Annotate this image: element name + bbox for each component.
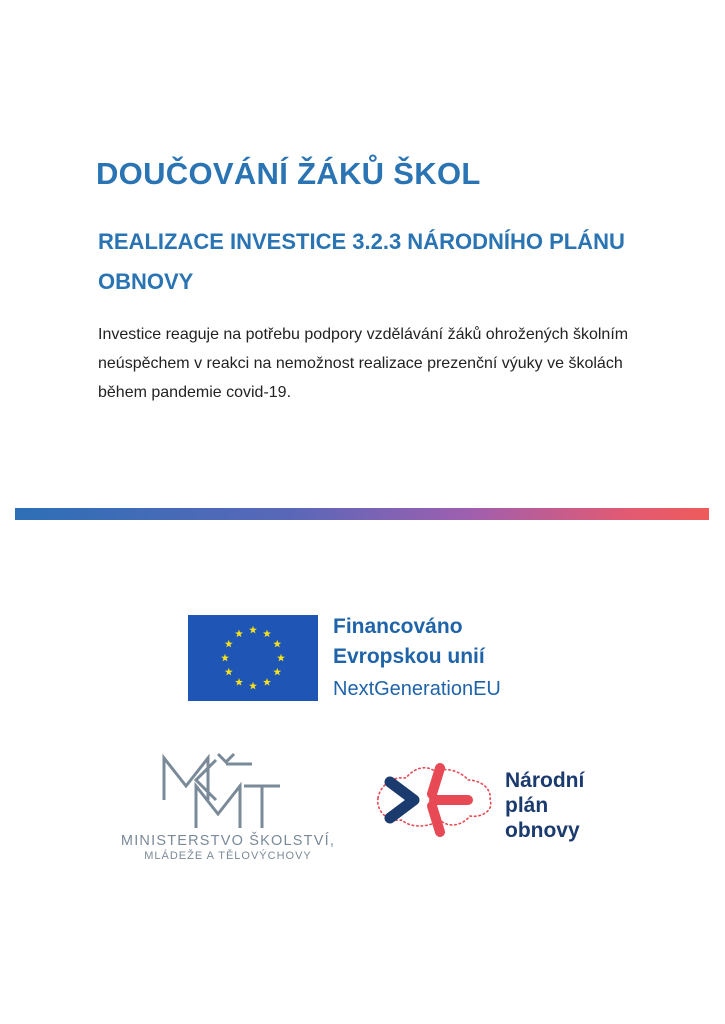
page-title: DOUČOVÁNÍ ŽÁKŮ ŠKOL (96, 156, 481, 191)
gradient-divider (15, 508, 709, 520)
npo-line-plan: plán (505, 794, 549, 817)
npo-line-national: Národní (505, 769, 585, 792)
msmt-name (98, 833, 358, 862)
eu-line-financed: Financováno (333, 615, 463, 638)
eu-flag-icon (188, 615, 318, 701)
page-subtitle: REALIZACE INVESTICE 3.2.3 NÁRODNÍHO PLÁNU OBNOVY (98, 229, 625, 294)
intro-paragraph: Investice reaguje na potřebu podpory vzdělávání žáků ohrožených školním neúspěchem v reakci na nemožnost realizace prezenční výuky ve školách během pandemie covid-19. (98, 326, 629, 401)
msmt-line-ministry: MINISTERSTVO ŠKOLSTVÍ, (120, 833, 336, 849)
narodni-plan-obnovy-icon (370, 758, 498, 840)
npo-name (505, 768, 584, 843)
eu-funding-text (333, 612, 501, 704)
eu-line-nextgen: NextGenerationEU (333, 678, 501, 700)
msmt-monogram-icon (156, 752, 286, 832)
npo-line-recovery: obnovy (505, 819, 580, 842)
msmt-line-youth: MLÁDEŽE A TĚLOVÝCHOVY (144, 850, 312, 862)
eu-line-union: Evropskou unií (333, 645, 485, 668)
